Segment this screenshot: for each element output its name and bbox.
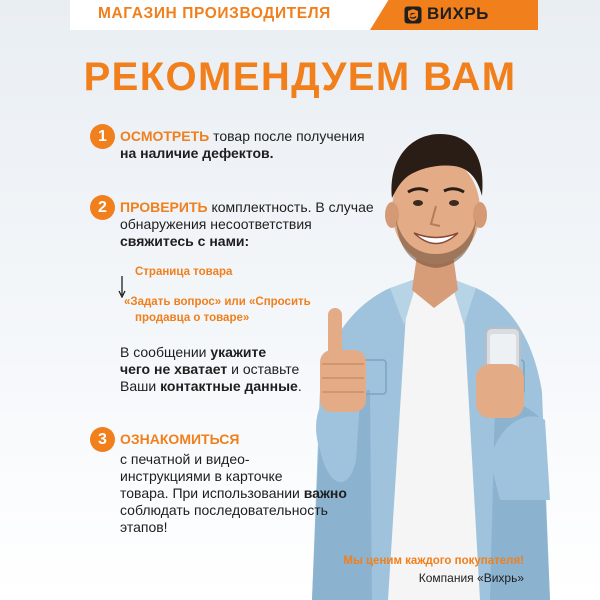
thanks-message: Мы ценим каждого покупателя! bbox=[343, 555, 524, 567]
message-emphasis-f: контактные данные bbox=[160, 378, 298, 394]
step-2-line-2: обнаружения несоответствия bbox=[120, 216, 312, 232]
headline: РЕКОМЕНДУЕМ ВАМ bbox=[83, 55, 517, 99]
step-1-line-2 bbox=[120, 144, 274, 163]
flow-product-page: Страница товара bbox=[135, 266, 233, 278]
step-3-number: 3 bbox=[90, 427, 115, 452]
step-2-text: комплектность. В случае bbox=[207, 199, 374, 215]
brand-name: ВИХРЬ bbox=[427, 4, 489, 23]
step-3-emphasis: важно bbox=[303, 485, 347, 501]
model-photo bbox=[290, 120, 550, 600]
step-1-text: товар после получения bbox=[209, 128, 365, 144]
step-1-keyword: ОСМОТРЕТЬ bbox=[120, 128, 210, 144]
step-3-line-5: этапов! bbox=[120, 519, 168, 535]
message-text-d: и оставьте bbox=[227, 361, 300, 377]
flow-ask-line-2: продавца о товаре» bbox=[135, 312, 250, 324]
flow-ask-line-1: «Задать вопрос» или «Спросить bbox=[124, 296, 311, 308]
message-text-g: . bbox=[297, 378, 302, 394]
message-emphasis-c: чего не хватает bbox=[120, 361, 228, 377]
message-emphasis-b: укажите bbox=[210, 344, 267, 360]
vikhr-logo-icon bbox=[404, 6, 422, 24]
step-1-emphasis: на наличие дефектов. bbox=[120, 145, 274, 161]
step-3-line-2: инструкциями в карточке bbox=[120, 468, 283, 484]
step-2-emphasis: свяжитесь с нами: bbox=[120, 233, 250, 249]
step-3-text-a: товара. При использовании bbox=[120, 485, 304, 501]
company-signature: Компания «Вихрь» bbox=[418, 571, 524, 585]
step-2-line-3 bbox=[120, 232, 249, 251]
message-line-3 bbox=[120, 377, 302, 396]
step-3-line-1: с печатной и видео- bbox=[120, 451, 250, 467]
shop-label: МАГАЗИН ПРОИЗВОДИТЕЛЯ bbox=[98, 5, 331, 22]
step-2-keyword: ПРОВЕРИТЬ bbox=[120, 199, 208, 215]
message-text-a: В сообщении bbox=[120, 344, 211, 360]
step-3-keyword-line bbox=[120, 430, 239, 449]
step-3-line-4: соблюдать последовательность bbox=[120, 502, 328, 518]
step-3-keyword: ОЗНАКОМИТЬСЯ bbox=[120, 431, 240, 447]
step-2-number: 2 bbox=[90, 195, 115, 220]
step-1-number: 1 bbox=[90, 124, 115, 149]
message-text-e: Ваши bbox=[120, 378, 161, 394]
